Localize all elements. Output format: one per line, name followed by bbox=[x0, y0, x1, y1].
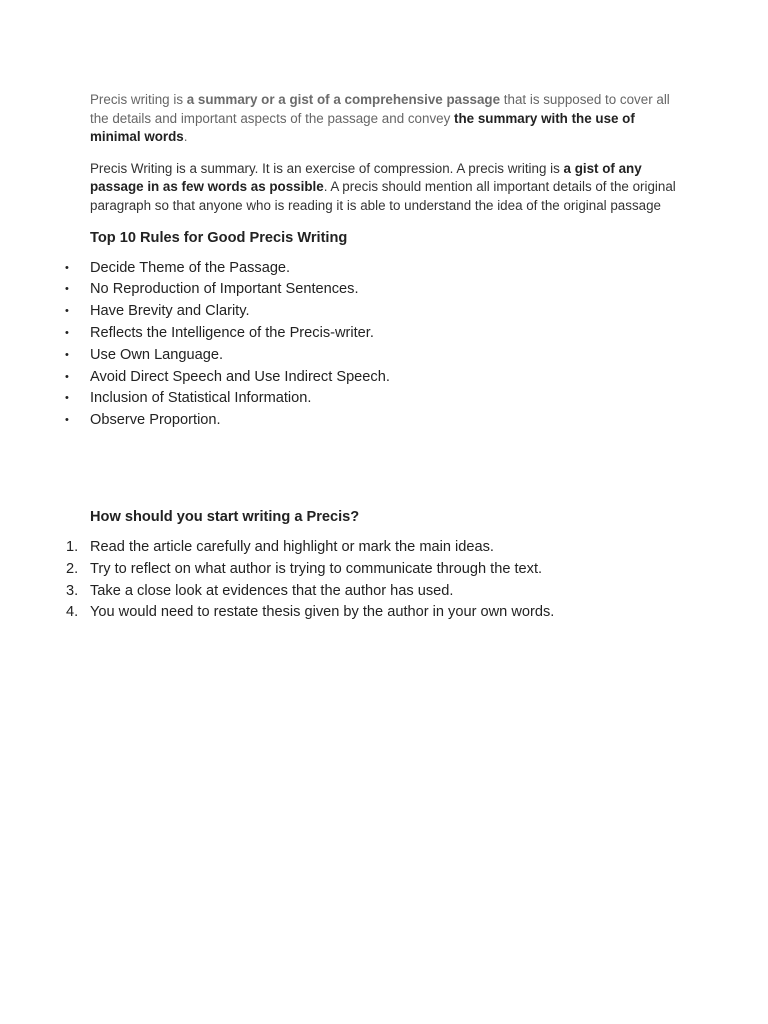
definition-text-2: . A precis should mention all important details of the original paragraph so that anyone who is reading it is able to understand the idea of the original passage bbox=[90, 179, 676, 213]
definition-bold-1: a gist of any passage in as few words as possible bbox=[90, 160, 642, 195]
bullet-icon: • bbox=[65, 348, 69, 361]
step-number: 1. bbox=[66, 538, 79, 555]
bullet-icon: • bbox=[65, 305, 69, 318]
document-content bbox=[65, 91, 680, 624]
steps-list-item bbox=[66, 581, 680, 603]
intro-paragraph bbox=[90, 91, 680, 147]
rules-list-item bbox=[65, 345, 680, 367]
bullet-icon: • bbox=[65, 414, 69, 427]
rules-item-text: Avoid Direct Speech and Use Indirect Speech. bbox=[90, 368, 390, 385]
rules-item-text: Observe Proportion. bbox=[90, 412, 221, 429]
step-number: 4. bbox=[66, 604, 79, 621]
step-text: Try to reflect on what author is trying to communicate through the text. bbox=[90, 560, 543, 577]
step-text: Read the article carefully and highlight or mark the main ideas. bbox=[90, 538, 494, 555]
rules-list-item bbox=[65, 279, 680, 301]
rules-item-text: Inclusion of Statistical Information. bbox=[90, 390, 312, 407]
steps-list-item bbox=[66, 602, 680, 624]
steps-list bbox=[66, 537, 680, 624]
rules-item-text: Have Brevity and Clarity. bbox=[90, 303, 250, 320]
rules-item-text: Decide Theme of the Passage. bbox=[90, 259, 291, 276]
rules-heading: Top 10 Rules for Good Precis Writing bbox=[90, 229, 348, 246]
bullet-icon: • bbox=[65, 283, 69, 296]
step-text: You would need to restate thesis given by the author in your own words. bbox=[90, 604, 555, 621]
rules-list-item bbox=[65, 388, 680, 410]
step-text: Take a close look at evidences that the author has used. bbox=[90, 582, 454, 599]
rules-list bbox=[65, 258, 680, 432]
rules-item-text: No Reproduction of Important Sentences. bbox=[90, 281, 359, 298]
rules-list-item bbox=[65, 301, 680, 323]
intro-text-1: Precis writing is bbox=[90, 92, 187, 107]
rules-list-item bbox=[65, 410, 680, 432]
definition-text-1: Precis Writing is a summary. It is an exercise of compression. A precis writing is bbox=[90, 160, 564, 176]
intro-bold-2: the summary with the use of minimal words bbox=[90, 110, 635, 145]
rules-list-item bbox=[65, 367, 680, 389]
step-number: 2. bbox=[66, 560, 79, 577]
bullet-icon: • bbox=[65, 392, 69, 405]
definition-paragraph bbox=[90, 160, 680, 216]
rules-list-item bbox=[65, 258, 680, 280]
intro-text-3: . bbox=[183, 129, 188, 145]
intro-text-2: that is supposed to cover all the details and important aspects of the passage and convey bbox=[90, 92, 670, 126]
rules-item-text: Use Own Language. bbox=[90, 346, 224, 363]
bullet-icon: • bbox=[65, 261, 69, 274]
intro-bold-1: a summary or a gist of a comprehensive passage bbox=[186, 92, 501, 107]
steps-list-item bbox=[66, 559, 680, 581]
bullet-icon: • bbox=[65, 326, 69, 339]
steps-list-item bbox=[66, 537, 680, 559]
rules-list-item bbox=[65, 323, 680, 345]
bullet-icon: • bbox=[65, 370, 69, 383]
step-number: 3. bbox=[66, 582, 79, 599]
rules-item-text: Reflects the Intelligence of the Precis-writer. bbox=[90, 324, 374, 341]
start-heading: How should you start writing a Precis? bbox=[90, 508, 360, 525]
